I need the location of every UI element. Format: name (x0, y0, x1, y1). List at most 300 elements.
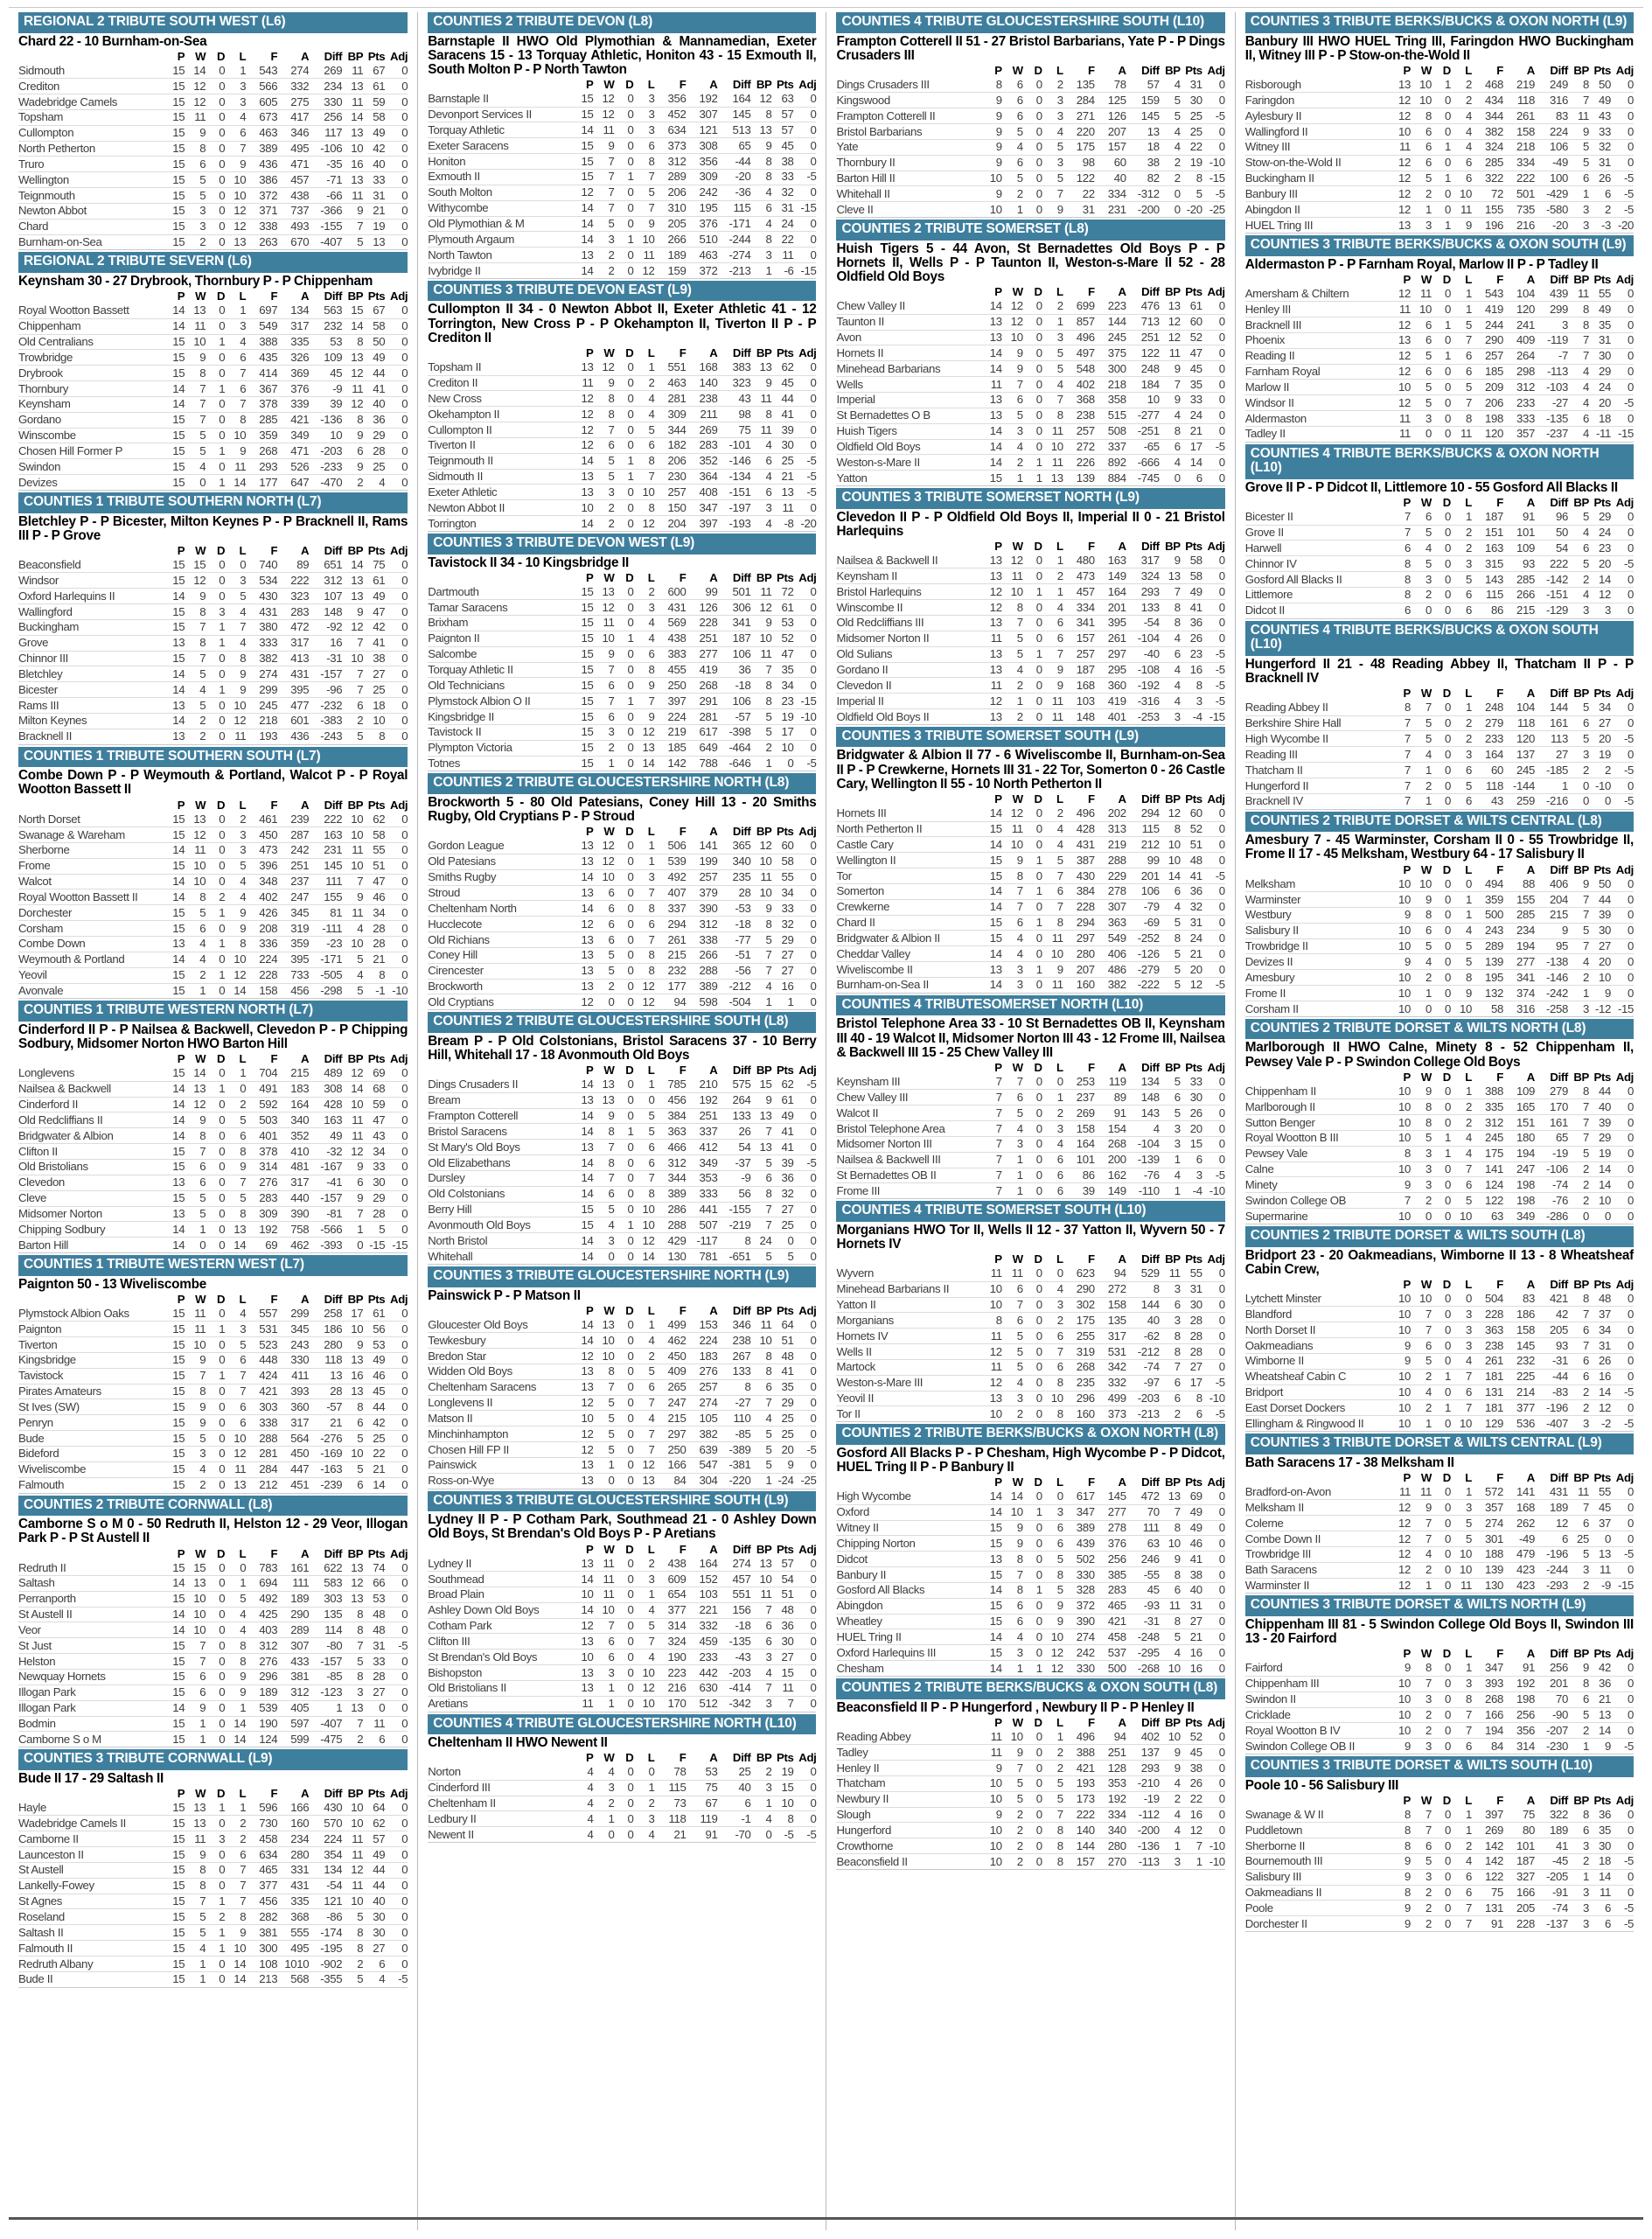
stat-p: 10 (1388, 1292, 1411, 1307)
stat-pts: 61 (363, 573, 385, 589)
team-name: Newent II (428, 1827, 570, 1843)
stat-d: 0 (206, 1238, 225, 1253)
stat-adj: 0 (385, 1446, 408, 1461)
stat-a: 223 (1095, 299, 1126, 314)
stat-w: 9 (1411, 1084, 1432, 1099)
stat-f: 269 (1063, 1106, 1095, 1121)
stat-d: 0 (206, 1971, 225, 1987)
team-name: Bracknell IV (1245, 793, 1388, 809)
stat-l: 12 (633, 1457, 654, 1473)
stat-adj: 0 (1202, 1745, 1225, 1761)
stat-diff: -258 (1535, 1001, 1568, 1017)
stat-diff: 330 (309, 94, 342, 110)
col-header-a: A (301, 1546, 310, 1560)
stat-bp: 7 (1568, 332, 1589, 348)
stat-l: 13 (225, 1477, 246, 1493)
stat-l: 10 (633, 1696, 654, 1712)
stat-pts: 8 (771, 1811, 793, 1827)
table-row (1245, 938, 1634, 954)
col-header-bp: BP (1165, 1475, 1181, 1489)
stat-pts: 7 (1181, 1838, 1202, 1854)
stat-bp: 0 (1160, 471, 1181, 486)
col-header-a: A (301, 798, 310, 812)
stat-a: 222 (1503, 171, 1535, 186)
stat-w: 3 (1411, 1739, 1432, 1754)
stat-d: 0 (1023, 439, 1042, 455)
table-row (1245, 1661, 1634, 1676)
stat-l: 12 (225, 1446, 246, 1461)
col-header-p: P (586, 1542, 594, 1556)
team-name: Keynsham III (836, 1075, 979, 1090)
team-name: Aylesbury II (1245, 108, 1388, 124)
stat-pts: 36 (363, 412, 385, 428)
stat-p: 13 (1388, 218, 1411, 234)
stat-f: 198 (1472, 411, 1503, 427)
stat-pts: 35 (771, 1379, 793, 1395)
stat-diff: -146 (717, 453, 750, 469)
team-name: Roseland (18, 1909, 162, 1925)
stat-w: 2 (593, 516, 614, 532)
stat-l: 11 (1451, 1578, 1472, 1594)
stat-a: 385 (1095, 1567, 1126, 1583)
stat-w: 7 (185, 396, 206, 412)
stat-adj: 0 (793, 437, 816, 453)
table-row (18, 1431, 408, 1447)
team-name: Wellington (18, 172, 162, 188)
table-row (18, 1399, 408, 1415)
standings-table (18, 1293, 408, 1494)
stat-p: 15 (162, 1894, 185, 1909)
stat-adj: 0 (1202, 1520, 1225, 1536)
stat-f: 301 (1472, 1531, 1503, 1547)
team-name: Chinnor IV (1245, 556, 1388, 572)
stat-w: 2 (1411, 1901, 1432, 1916)
stat-p: 10 (979, 1297, 1002, 1313)
stat-l: 9 (633, 709, 654, 725)
stat-pts: 49 (1181, 1504, 1202, 1520)
stat-d: 2 (206, 1909, 225, 1925)
stat-bp: 3 (1160, 1281, 1181, 1297)
table-row (428, 1349, 816, 1364)
team-name: Trowbridge II (1245, 938, 1388, 954)
table-row (428, 1665, 816, 1681)
table-header-row (428, 825, 816, 839)
stat-diff: 41 (1535, 1838, 1568, 1854)
stat-diff: 161 (1535, 715, 1568, 731)
stat-pts: 26 (1181, 1775, 1202, 1791)
stat-adj: 0 (385, 573, 408, 589)
stat-f: 450 (654, 1349, 686, 1364)
stat-pts: 3 (1181, 694, 1202, 709)
stat-a: 369 (277, 366, 309, 381)
league-title: COUNTIES 2 TRIBUTE CORNWALL (L8) (18, 1496, 408, 1517)
col-header-a: A (709, 825, 718, 839)
team-name: Old Redcliffians II (18, 1113, 162, 1128)
stat-a: 287 (277, 827, 309, 843)
team-name: Bredon Star (428, 1349, 570, 1364)
stat-p: 13 (570, 485, 593, 500)
stat-w: 9 (593, 1108, 614, 1124)
stat-p: 10 (1388, 1691, 1411, 1707)
stat-bp: 8 (1568, 1292, 1589, 1307)
stat-diff: -169 (309, 1446, 342, 1461)
team-name: Cricklade (1245, 1707, 1388, 1723)
stat-p: 13 (162, 698, 185, 714)
stat-p: 8 (1388, 701, 1411, 715)
stat-diff: 57 (1126, 78, 1160, 93)
stat-d: 0 (1023, 108, 1042, 124)
stat-a: 788 (686, 756, 717, 771)
stat-diff: 145 (1126, 108, 1160, 124)
table-row (836, 1582, 1224, 1598)
stat-p: 15 (162, 1306, 185, 1321)
league-section (18, 747, 408, 1000)
stat-a: 319 (277, 921, 309, 937)
stat-adj: 0 (793, 1233, 816, 1249)
table-row (428, 407, 816, 422)
team-name: Cleve (18, 1190, 162, 1206)
stat-adj: 0 (1202, 1791, 1225, 1807)
stat-diff: 9 (1535, 923, 1568, 938)
stat-p: 12 (979, 1344, 1002, 1360)
stat-f: 296 (246, 1669, 277, 1684)
table-row (18, 1190, 408, 1206)
stat-pts: 46 (363, 889, 385, 905)
stat-p: 10 (1388, 923, 1411, 938)
col-header-team (1245, 1278, 1388, 1292)
stat-a: 512 (686, 1696, 717, 1712)
stat-adj: 0 (385, 842, 408, 858)
stat-a: 307 (1095, 899, 1126, 915)
stat-diff: 234 (309, 79, 342, 94)
stat-pts: 24 (1589, 380, 1611, 395)
stat-f: 425 (246, 1607, 277, 1622)
stat-bp: 5 (1568, 701, 1589, 715)
stat-d: 0 (1023, 1729, 1042, 1744)
stat-l: 8 (1042, 1838, 1063, 1854)
col-header-d: D (1442, 1470, 1451, 1484)
stat-bp: 6 (1568, 1516, 1589, 1531)
stat-f: 274 (1472, 1516, 1503, 1531)
stat-w: 5 (1411, 715, 1432, 731)
stat-l: 6 (1451, 155, 1472, 171)
stat-l: 10 (225, 1431, 246, 1447)
stat-adj: 0 (1611, 510, 1634, 525)
stat-f: 91 (1472, 1916, 1503, 1932)
team-name: Chard (18, 219, 162, 234)
col-header-d: D (1442, 1277, 1451, 1291)
stat-w: 8 (185, 889, 206, 905)
col-header-p: P (1403, 1070, 1411, 1084)
stat-pts: 0 (1589, 1209, 1611, 1224)
stat-w: 5 (593, 1395, 614, 1411)
stat-pts: 37 (1589, 1516, 1611, 1531)
stat-adj: -5 (1611, 793, 1634, 809)
table-row (428, 1317, 816, 1332)
league-section (836, 1201, 1224, 1422)
stat-f: 257 (1063, 423, 1095, 439)
stat-diff: 12 (1535, 1516, 1568, 1531)
table-row (18, 1894, 408, 1909)
stat-pts: 40 (363, 396, 385, 412)
stat-f: 233 (1472, 731, 1503, 747)
stat-f: 499 (654, 1317, 686, 1332)
col-header-d: D (1034, 1475, 1042, 1489)
stat-l: 6 (633, 1140, 654, 1155)
stat-adj: 0 (793, 1092, 816, 1108)
stat-l: 1 (1451, 286, 1472, 301)
stat-diff: -85 (717, 1426, 750, 1442)
team-name: Weston-s-Mare III (836, 1375, 979, 1391)
stat-l: 7 (1042, 1807, 1063, 1823)
stat-bp: 10 (342, 141, 363, 157)
col-header-d: D (1442, 1070, 1451, 1084)
stat-l: 10 (225, 1941, 246, 1957)
stat-adj: 0 (793, 122, 816, 138)
stat-l: 6 (633, 1155, 654, 1171)
stat-bp: 5 (750, 1426, 771, 1442)
stat-p: 9 (1388, 1869, 1411, 1885)
stat-l: 2 (1042, 1106, 1063, 1121)
stat-pts: 38 (363, 651, 385, 666)
col-header-adj: Adj (798, 78, 817, 92)
stat-bp: 6 (1160, 1582, 1181, 1598)
stat-w: 2 (185, 729, 206, 744)
standings-table (836, 1716, 1224, 1870)
stat-bp: 9 (1160, 392, 1181, 408)
stat-a: 40 (1095, 171, 1126, 186)
stat-bp: 6 (750, 453, 771, 469)
stat-diff: 83 (1535, 108, 1568, 124)
match-results-text: Beaconsfield II P - P Hungerford , Newbury II P - P Henley II (836, 1699, 1195, 1715)
table-row (428, 169, 816, 185)
stat-p: 14 (570, 1602, 593, 1618)
stat-w: 6 (1411, 510, 1432, 525)
stat-a: 234 (277, 1831, 309, 1847)
stat-a: 53 (686, 1765, 717, 1780)
stat-w: 11 (185, 318, 206, 334)
stat-a: 431 (277, 1878, 309, 1894)
stat-d: 1 (206, 936, 225, 952)
stat-d: 0 (1023, 678, 1042, 694)
stat-l: 8 (225, 936, 246, 952)
league-title: COUNTIES 1 TRIBUTE SOUTHERN SOUTH (L7) (18, 747, 408, 768)
stat-d: 0 (1432, 93, 1451, 108)
stat-a: 242 (686, 185, 717, 200)
stat-f: 431 (1063, 837, 1095, 853)
stat-bp: 4 (1568, 954, 1589, 970)
col-header-d: D (1442, 63, 1451, 77)
team-name: North Dorset II (1245, 1322, 1388, 1338)
stat-pts: 42 (363, 1415, 385, 1431)
stat-bp: 8 (750, 1186, 771, 1202)
stat-p: 14 (162, 1607, 185, 1622)
stat-l: 3 (225, 573, 246, 589)
stat-w: 4 (185, 459, 206, 475)
stat-bp: 14 (1160, 868, 1181, 884)
stat-l: 11 (225, 1461, 246, 1477)
stat-p: 12 (1388, 1546, 1411, 1562)
stat-f: 187 (1472, 510, 1503, 525)
stat-p: 10 (1388, 970, 1411, 986)
stat-adj: 0 (793, 1650, 816, 1665)
stat-diff: 27 (1535, 747, 1568, 763)
col-header-f: F (1496, 496, 1503, 510)
stat-l: 1 (1451, 701, 1472, 715)
stat-l: 1 (225, 1066, 246, 1081)
table-row (18, 1971, 408, 1987)
stat-w: 12 (1002, 314, 1023, 330)
stat-f: 372 (1063, 1598, 1095, 1614)
stat-bp: 6 (1568, 411, 1589, 427)
stat-f: 122 (1472, 1193, 1503, 1209)
stat-l: 4 (633, 1650, 654, 1665)
stat-f: 673 (246, 109, 277, 125)
stat-p: 15 (162, 1190, 185, 1206)
league-section (18, 492, 408, 745)
stat-d: 0 (1023, 1745, 1042, 1761)
col-header-pts: Pts (1185, 792, 1202, 806)
stat-pts: 41 (1181, 1552, 1202, 1567)
stat-diff: -151 (1535, 587, 1568, 603)
stat-adj: 0 (385, 219, 408, 234)
stat-adj: 0 (1611, 954, 1634, 970)
stat-diff: 110 (717, 1411, 750, 1426)
stat-d: 0 (1023, 1281, 1042, 1297)
stat-f: 384 (1063, 883, 1095, 899)
stat-f: 242 (1063, 1645, 1095, 1661)
match-results-text: Camborne S o M 0 - 50 Redruth II, Helston 12 - 29 Veor, Illogan Park P - P St Austell II (18, 1517, 408, 1546)
stat-adj: 0 (1611, 93, 1634, 108)
stat-pts: 48 (363, 1622, 385, 1638)
stat-p: 15 (162, 412, 185, 428)
col-header-adj: Adj (390, 798, 408, 812)
table-row (836, 439, 1224, 455)
stat-w: 5 (1411, 1130, 1432, 1146)
stat-l: 3 (225, 842, 246, 858)
stat-a: 465 (1095, 1598, 1126, 1614)
table-row (836, 678, 1224, 694)
stat-diff: 135 (309, 1607, 342, 1622)
table-row (1245, 202, 1634, 218)
stat-bp: 9 (1568, 1661, 1589, 1676)
stat-d: 0 (1023, 1629, 1042, 1645)
stat-d: 0 (206, 858, 225, 874)
team-name: Abingdon II (1245, 202, 1388, 218)
stat-f: 276 (246, 1175, 277, 1190)
stat-adj: -5 (385, 1638, 408, 1654)
stat-bp: 12 (342, 1144, 363, 1160)
stat-a: 479 (1503, 1546, 1535, 1562)
table-row (1245, 1292, 1634, 1307)
stat-a: 183 (686, 1349, 717, 1364)
col-header-pts: Pts (1593, 862, 1611, 876)
stat-adj: 0 (385, 428, 408, 443)
stat-p: 15 (162, 234, 185, 250)
stat-diff: -274 (717, 248, 750, 263)
stat-l: 8 (1042, 1854, 1063, 1870)
team-name: Puddletown (1245, 1823, 1388, 1838)
team-name: Chipping Norton (836, 1536, 979, 1552)
stat-pts: 55 (363, 842, 385, 858)
stat-d: 1 (206, 1322, 225, 1337)
stat-l: 3 (633, 600, 654, 616)
stat-d: 1 (1023, 962, 1042, 978)
col-header-f: F (270, 289, 278, 303)
stat-bp: 1 (750, 994, 771, 1010)
stat-d: 0 (206, 1878, 225, 1894)
stat-p: 15 (162, 1446, 185, 1461)
stat-w: 2 (593, 979, 614, 994)
table-row (428, 901, 816, 917)
stat-diff: 161 (1535, 1115, 1568, 1131)
stat-diff: -49 (1535, 155, 1568, 171)
stat-p: 14 (162, 1113, 185, 1128)
stat-pts: 48 (1181, 853, 1202, 868)
stat-bp: 9 (342, 1159, 363, 1175)
stat-d: 0 (614, 122, 633, 138)
stat-d: 0 (206, 109, 225, 125)
stat-bp: 8 (1160, 931, 1181, 946)
stat-diff: 222 (1535, 556, 1568, 572)
table-row (18, 1862, 408, 1878)
col-header-bp: BP (1165, 540, 1181, 554)
stat-pts: 50 (363, 334, 385, 350)
stat-bp: 4 (1160, 678, 1181, 694)
stat-a: 270 (1095, 1854, 1126, 1870)
stat-diff: -242 (1535, 986, 1568, 1001)
table-row (428, 678, 816, 694)
stat-l: 7 (633, 469, 654, 485)
stat-f: 347 (1063, 1504, 1095, 1520)
stat-d: 0 (206, 827, 225, 843)
stat-d: 0 (614, 1827, 633, 1843)
stat-l: 14 (225, 1238, 246, 1253)
team-name: Bodmin (18, 1716, 162, 1732)
stat-adj: -5 (1611, 1916, 1634, 1932)
col-header-d: D (217, 1052, 226, 1066)
stat-a: 78 (1095, 78, 1126, 93)
stat-l: 1 (1042, 1729, 1063, 1744)
table-row (1245, 1385, 1634, 1400)
col-header-p: P (177, 1292, 185, 1306)
standings-table (836, 64, 1224, 218)
stat-f: 69 (246, 1238, 277, 1253)
table-row (1245, 1400, 1634, 1416)
stat-p: 12 (1388, 1500, 1411, 1516)
stat-l: 3 (225, 318, 246, 334)
table-row (428, 1395, 816, 1411)
team-name: Faringdon (1245, 93, 1388, 108)
stat-w: 7 (1002, 899, 1023, 915)
stat-bp: 7 (1160, 1504, 1181, 1520)
stat-f: 341 (1063, 615, 1095, 631)
stat-bp: 8 (342, 1607, 363, 1622)
stat-a: 101 (1503, 525, 1535, 541)
stat-p: 14 (979, 423, 1002, 439)
table-row (18, 1222, 408, 1238)
team-name: Saltash (18, 1575, 162, 1591)
col-header-f: F (270, 1786, 278, 1800)
stat-pts: 14 (363, 1477, 385, 1493)
team-name: Oakmeadians II (1245, 1885, 1388, 1901)
stat-a: 352 (686, 453, 717, 469)
stat-p: 10 (1388, 1676, 1411, 1691)
stat-w: 5 (593, 1202, 614, 1217)
col-header-team (18, 1547, 162, 1561)
stat-adj: 0 (385, 1144, 408, 1160)
stat-p: 12 (1388, 108, 1411, 124)
